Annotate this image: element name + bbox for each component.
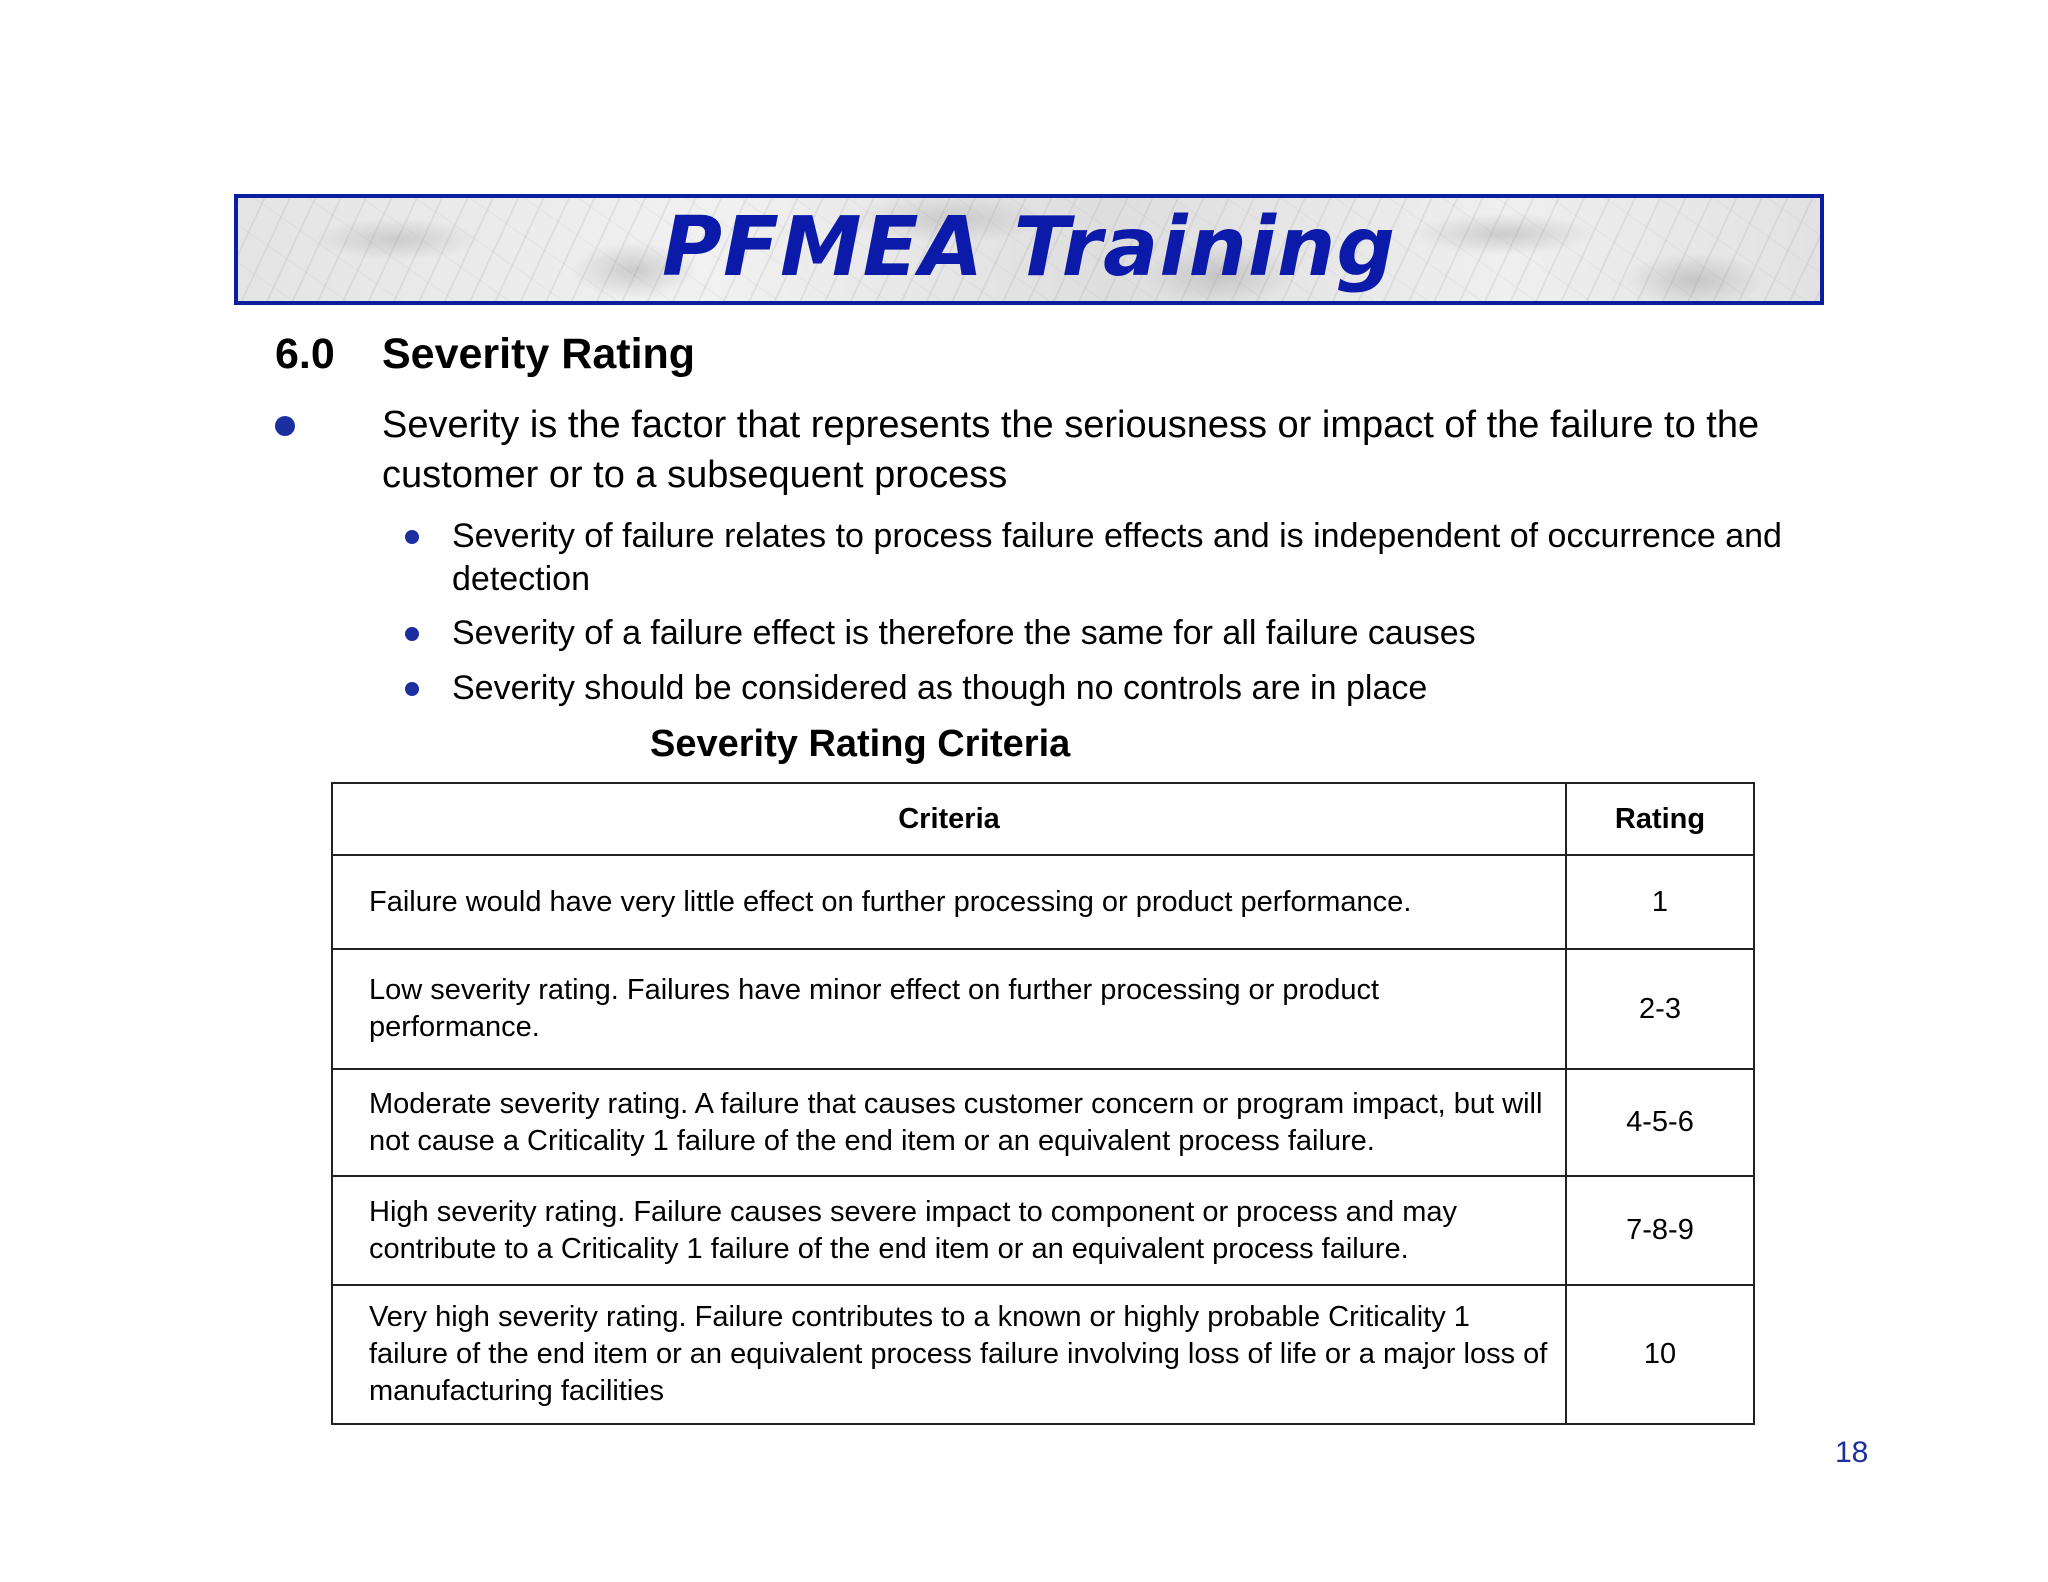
table-row	[332, 1069, 1754, 1176]
table-row	[332, 855, 1754, 949]
criteria-cell: Very high severity rating. Failure contributes to a known or highly probable Criticality 1 failure of the end item or an equivalent process failure involving loss of life or a major loss of manufacturing facilities	[332, 1285, 1566, 1424]
severity-criteria-table	[331, 782, 1755, 1425]
slide-title: PFMEA Training	[661, 200, 1397, 295]
criteria-cell: Failure would have very little effect on further processing or product performance.	[332, 855, 1566, 949]
rating-cell: 10	[1566, 1285, 1754, 1424]
main-bullet-text: Severity is the factor that represents the seriousness or impact of the failure to the customer or to a subsequent process	[382, 404, 1760, 496]
criteria-cell: Low severity rating. Failures have minor effect on further processing or product performance.	[332, 949, 1566, 1069]
table-title: Severity Rating Criteria	[650, 723, 1071, 765]
section-heading	[275, 330, 695, 379]
title-banner	[234, 194, 1824, 305]
sub-bullet-text: Severity of a failure effect is therefore the same for all failure causes	[452, 614, 1476, 652]
sub-bullet-text: Severity should be considered as though no controls are in place	[452, 669, 1428, 707]
rating-cell: 2-3	[1566, 949, 1754, 1069]
rating-header: Rating	[1566, 783, 1754, 855]
criteria-cell: High severity rating. Failure causes severe impact to component or process and may contribute to a Criticality 1 failure of the end item or an equivalent process failure.	[332, 1176, 1566, 1285]
criteria-header: Criteria	[332, 783, 1566, 855]
rating-cell: 1	[1566, 855, 1754, 949]
bullet-dot-icon	[405, 682, 419, 696]
table-header-row	[332, 783, 1754, 855]
section-number: 6.0	[275, 330, 335, 378]
bullet-dot-icon	[275, 416, 295, 436]
bullet-dot-icon	[405, 530, 419, 544]
section-title: Severity Rating	[382, 330, 696, 378]
rating-cell: 4-5-6	[1566, 1069, 1754, 1176]
sub-bullet-text: Severity of failure relates to process failure effects and is independent of occurrence and detection	[452, 517, 1782, 598]
table-row	[332, 1176, 1754, 1285]
rating-cell: 7-8-9	[1566, 1176, 1754, 1285]
bullet-dot-icon	[405, 627, 419, 641]
criteria-cell: Moderate severity rating. A failure that causes customer concern or program impact, but will not cause a Criticality 1 failure of the end item or an equivalent process failure.	[332, 1069, 1566, 1176]
page-number: 18	[1835, 1436, 1869, 1469]
table-row	[332, 1285, 1754, 1424]
table-row	[332, 949, 1754, 1069]
